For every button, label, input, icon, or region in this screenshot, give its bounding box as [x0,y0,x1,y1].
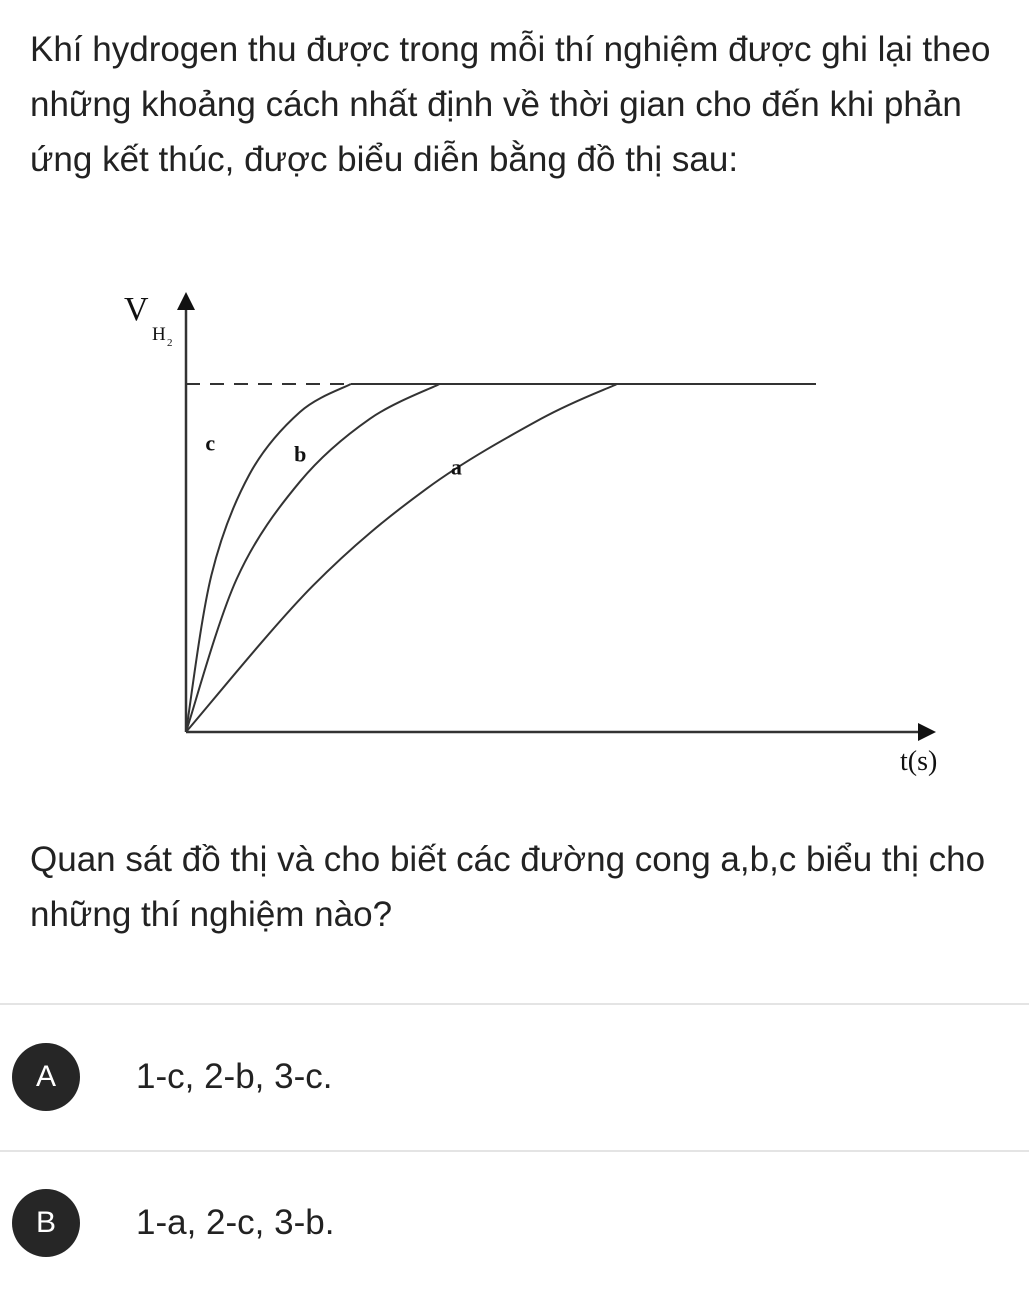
option-b-text: 1-a, 2-c, 3-b. [136,1203,335,1242]
y-axis-label-main: V [124,291,149,328]
curve-label-c: c [205,430,216,456]
y-axis-label-sub: H [152,324,166,345]
question-prompt: Quan sát đồ thị và cho biết các đường cong a,b,c biểu thị cho những thí nghiệm nào? [30,840,986,934]
chart-svg [100,280,980,780]
option-a-badge: A [12,1043,80,1111]
y-axis-label-sub2: 2 [167,337,173,349]
x-axis-arrow [918,723,936,741]
question-intro: Khí hydrogen thu được trong mỗi thí nghiệm được ghi lại theo những khoảng cách nhất định về thời gian cho đến khi phản ứng kết thúc, được biểu diễn bằng đồ thị sau: [30,30,991,179]
curve-label-a: a [450,454,462,480]
option-a-text: 1-c, 2-b, 3-c. [136,1057,333,1096]
hydrogen-volume-chart [100,280,980,780]
curve-a [186,384,617,732]
divider-middle [0,1150,1029,1152]
option-b[interactable] [12,1183,1012,1263]
x-axis-label: t(s) [900,746,938,777]
curve-label-b: b [294,441,307,467]
option-b-badge: B [12,1189,80,1257]
divider-top [0,1003,1029,1005]
curve-b [186,384,440,732]
option-a[interactable] [12,1037,1012,1117]
y-axis-arrow [177,292,195,310]
